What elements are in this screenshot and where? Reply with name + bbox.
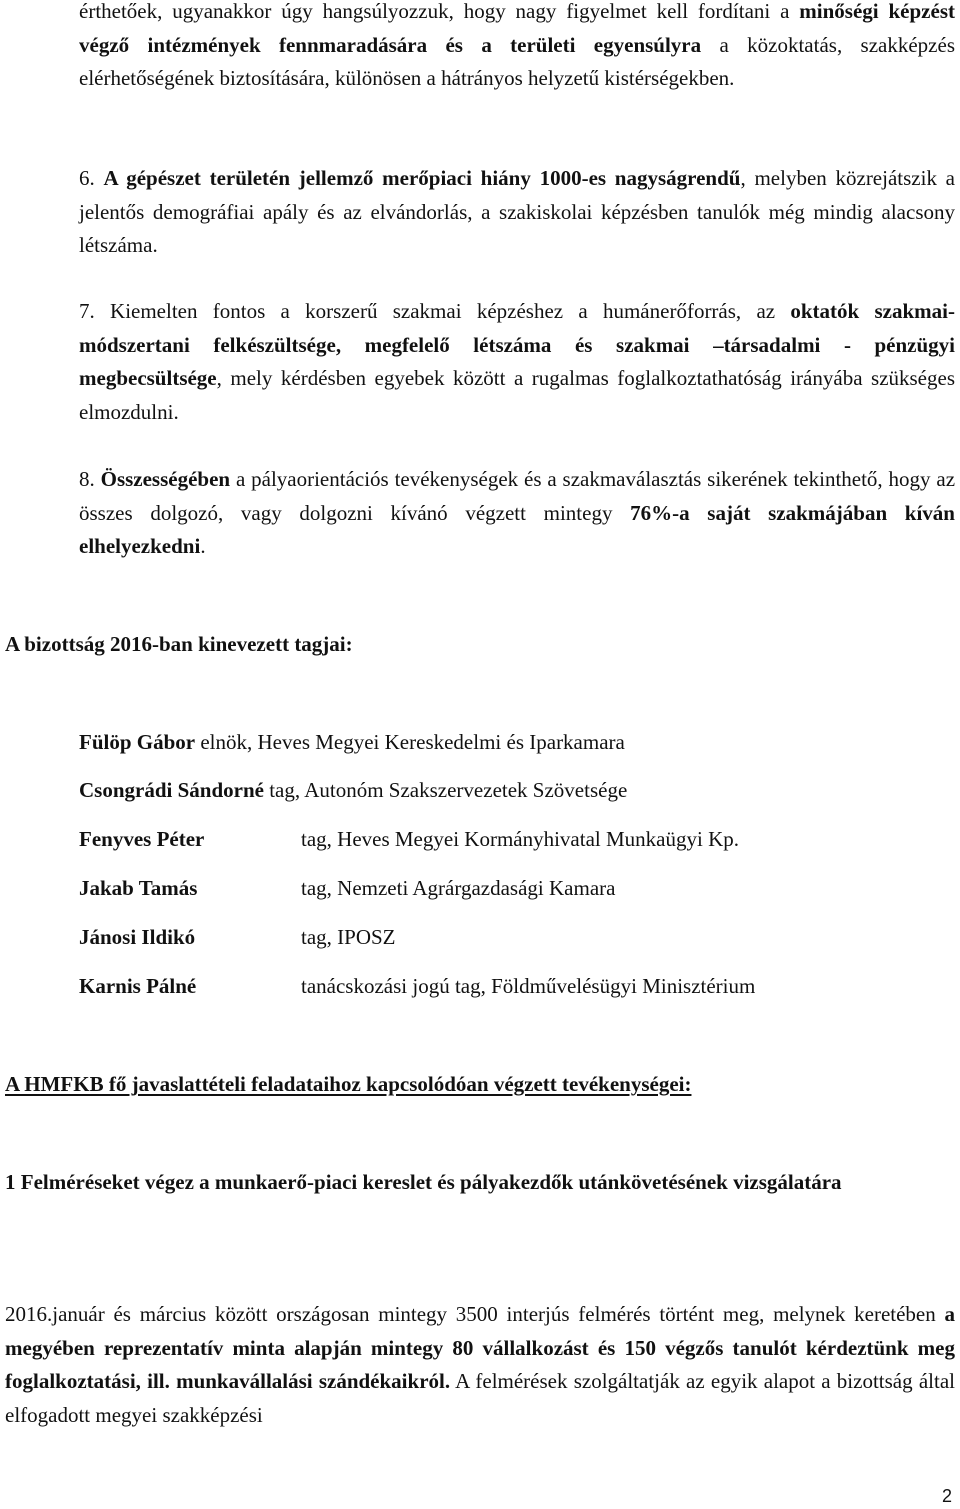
emphasis: minőségi képzést végző intézmények fennmaradására és a területi egyensúlyra <box>79 0 955 57</box>
member-role: tag, IPOSZ <box>301 925 396 949</box>
paragraph-point-6: 6. A gépészet területén jellemző merőpiaci hiány 1000-es nagyságrendű, melyben közrejátszik a jelentős demográfiai apály és az elvándorlás, a szakiskolai képzésben tanulók még mindig alacsony létszáma. <box>79 166 955 257</box>
paragraph-point-8: 8. Összességében a pályaorientációs tevékenységek és a szakmaválasztás sikerének tekinthető, hogy az összes dolgozó, vagy dolgozni kívánó végzett mintegy 76%-a saját szakmájában kíván elhelyezkedni. <box>79 467 956 558</box>
emphasis: A gépészet területén jellemző merőpiaci hiány 1000-es nagyságrendű <box>103 166 741 190</box>
section-1-heading: 1 Felméréseket végez a munkaerő-piaci kereslet és pályakezdők utánkövetésének vizsgálatára <box>5 1170 842 1194</box>
paragraph-continuation: érthetőek, ugyanakkor úgy hangsúlyozzuk, hogy nagy figyelmet kell fordítani a minőségi képzést végző intézmények fennmaradására és a területi egyensúlyra a közoktatás, szakképzés elérhetőségének biztosítására, különösen a hátrányos helyzetű kistérségekben. <box>79 0 956 90</box>
emphasis: 76%-a saját szakmájában kíván elhelyezkedni <box>79 500 955 558</box>
member-role: tanácskozási jogú tag, Földművelésügyi Minisztérium <box>301 974 756 998</box>
member-name: Jánosi Ildikó <box>79 925 196 949</box>
activities-heading: A HMFKB fő javaslattételi feladataihoz kapcsolódóan végzett tevékenységei: <box>5 1072 692 1096</box>
member-name: Jakab Tamás <box>79 876 198 900</box>
member-role: tag, Nemzeti Agrárgazdasági Kamara <box>301 876 616 900</box>
emphasis: Összességében <box>100 467 231 491</box>
paragraph-point-7: 7. Kiemelten fontos a korszerű szakmai képzéshez a humánerőforrás, az oktatók szakmai-módszertani felkészültsége, megfelelő létszáma és szakmai –társadalmi - pénzügyi megbecsültsége, mely kérdésben egyebek között a rugalmas foglalkoztathatóság irányába szükséges elmozdulni. <box>79 299 955 424</box>
committee-heading: A bizottság 2016-ban kinevezett tagjai: <box>5 632 353 656</box>
paragraph-2016-survey: 2016.január és március között országosan mintegy 3500 interjús felmérés történt meg, melynek keretében a megyében reprezentatív minta alapján mintegy 80 vállalkozást és 150 végzős tanulót kérdeztünk meg foglalkoztatási, ill. munkavállalási szándékaikról. A felmérések szolgáltatják az egyik alapot a bizottság által elfogadott megyei szakképzési <box>5 1302 955 1427</box>
member-name: Csongrádi Sándorné <box>79 778 264 802</box>
page-number: 2 <box>941 1486 952 1506</box>
member-row <box>79 775 627 805</box>
member-row <box>79 727 625 757</box>
emphasis: oktatók szakmai-módszertani felkészültsége, megfelelő létszáma és szakmai –társadalmi - pénzügyi megbecsültsége <box>79 299 955 390</box>
member-role: tag, Autonóm Szakszervezetek Szövetsége <box>263 778 628 802</box>
emphasis: a megyében reprezentatív minta alapján mintegy 80 vállalkozást és 150 végzős tanulót kérdeztünk meg foglalkoztatási, ill. munkavállalási szándékaikról. <box>5 1302 955 1393</box>
member-name: Fenyves Péter <box>79 827 205 851</box>
member-name: Fülöp Gábor <box>79 730 196 754</box>
member-role: tag, Heves Megyei Kormányhivatal Munkaügyi Kp. <box>301 827 739 851</box>
member-name: Karnis Pálné <box>79 974 197 998</box>
member-role: elnök, Heves Megyei Kereskedelmi és Iparkamara <box>195 730 625 754</box>
